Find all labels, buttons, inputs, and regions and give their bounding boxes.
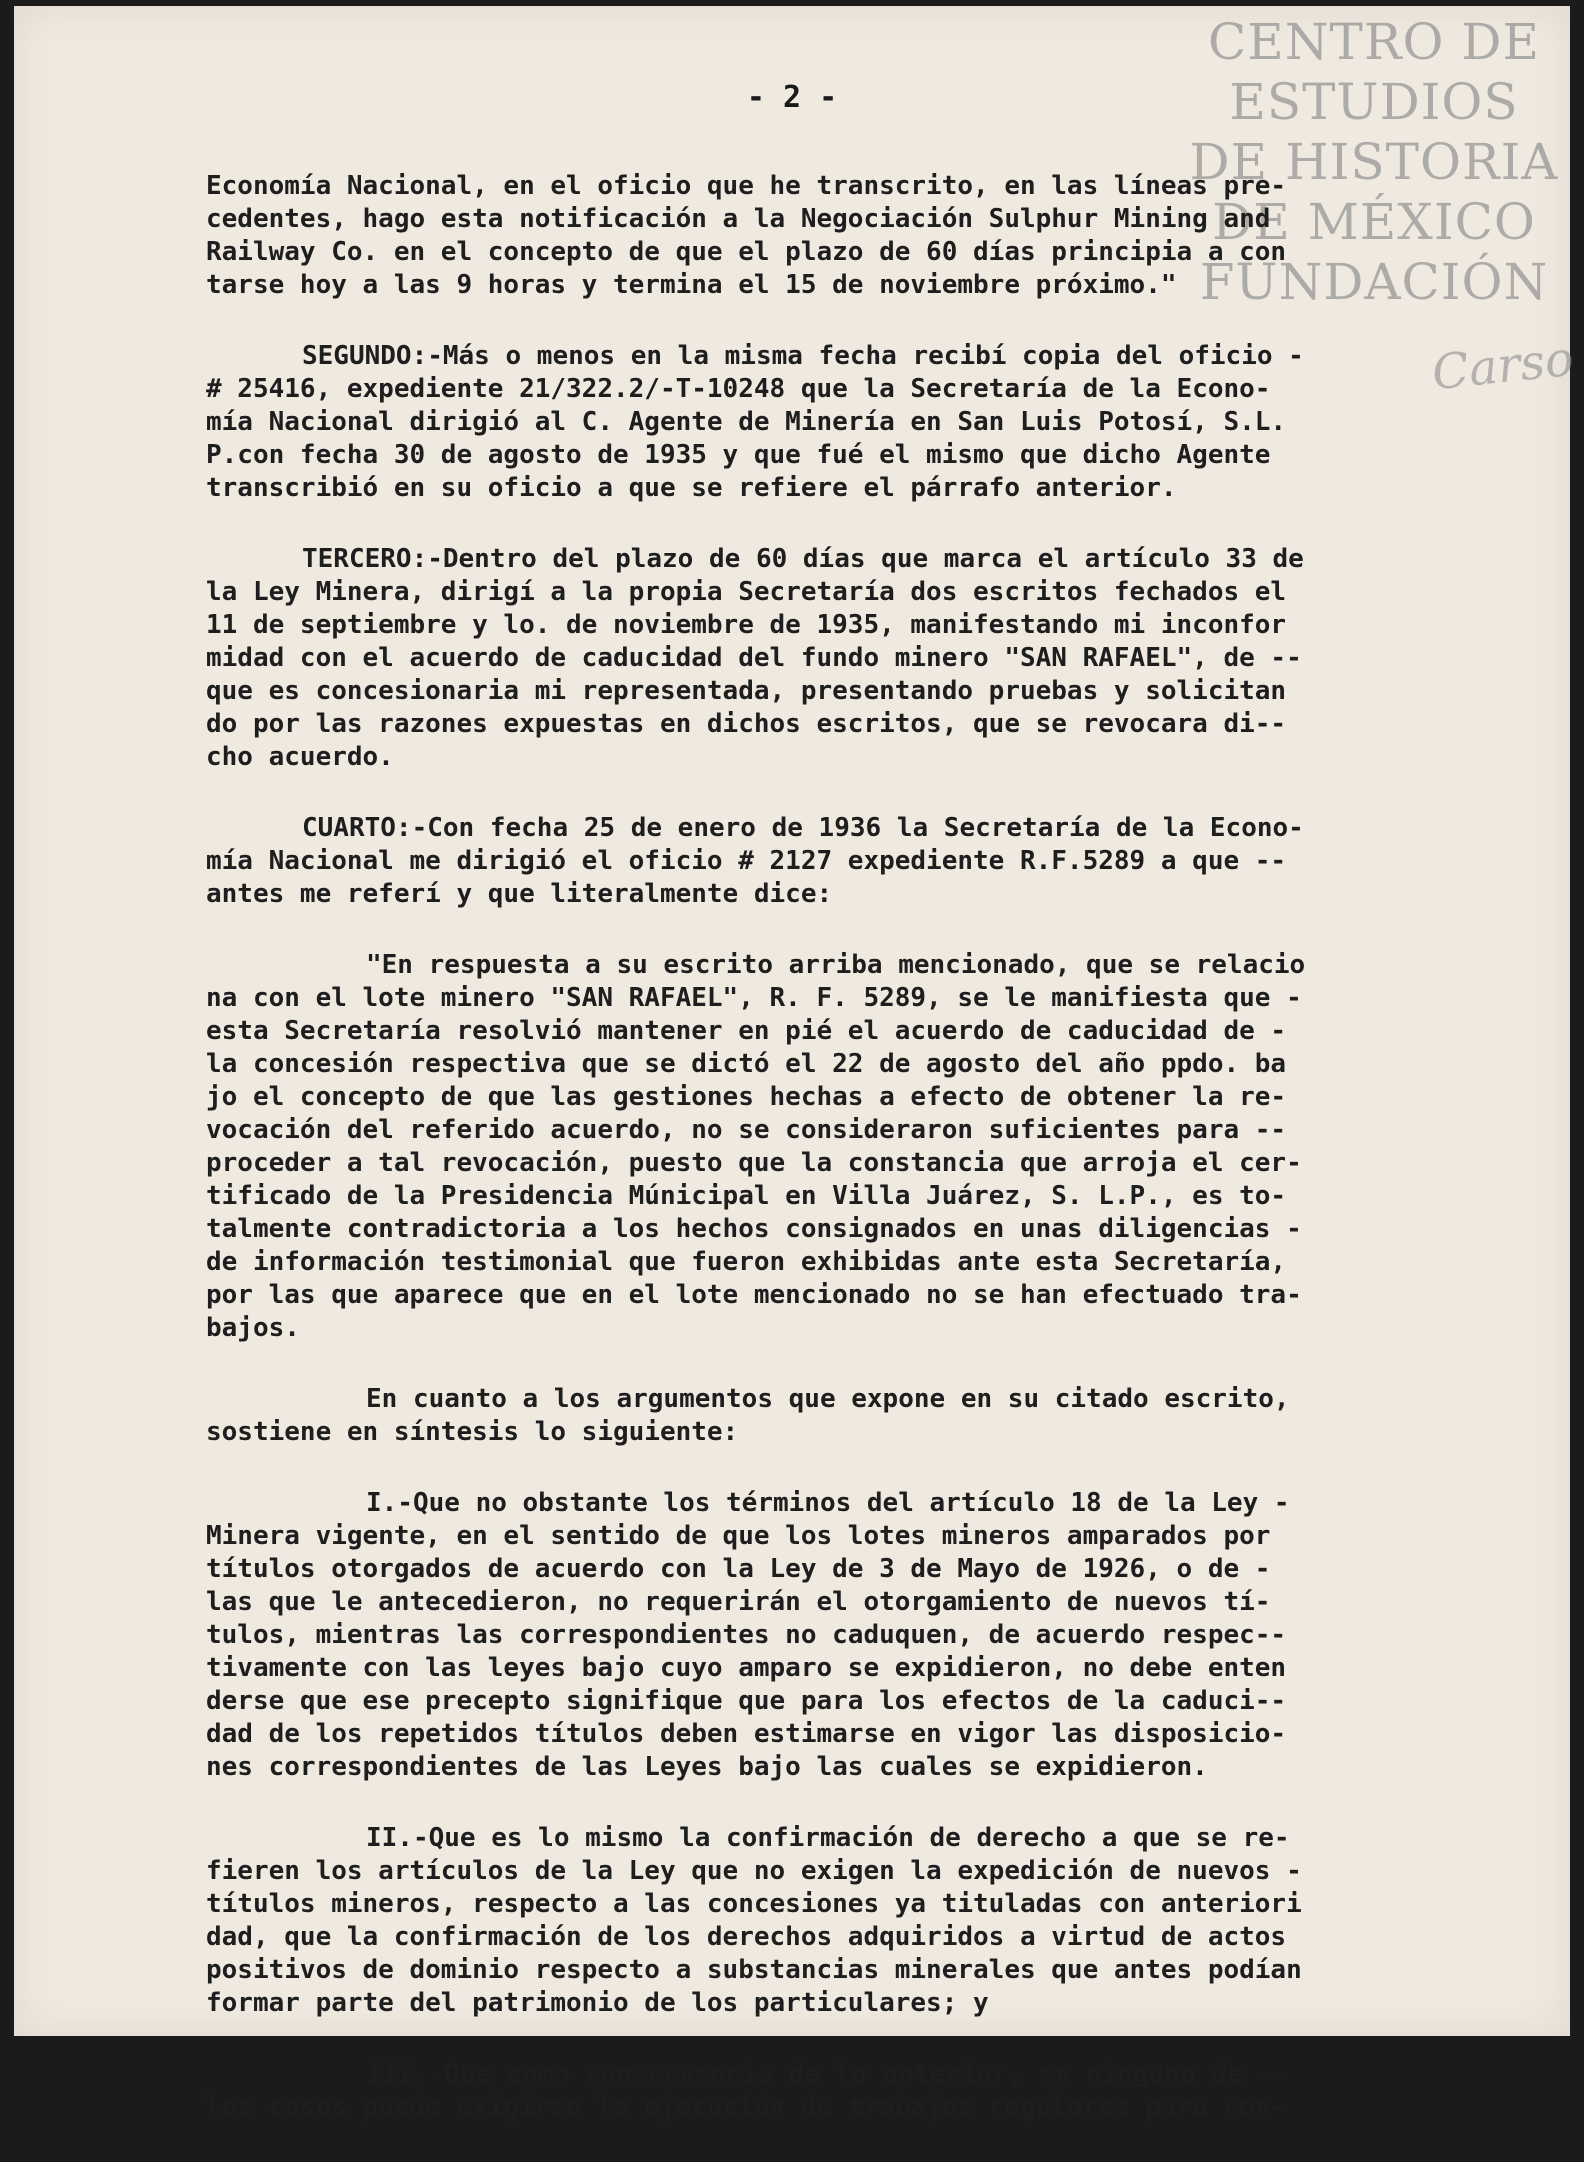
watermark-line: CENTRO DE bbox=[1208, 13, 1540, 71]
text-line: transcribió en su oficio a que se refiere el párrafo anterior. bbox=[206, 473, 1177, 503]
text-line: 11 de septiembre y lo. de noviembre de 1935, manifestando mi inconfor bbox=[206, 610, 1287, 640]
text-line: fieren los artículos de la Ley que no exigen la expedición de nuevos - bbox=[206, 1856, 1302, 1886]
text-line: bajos. bbox=[206, 1313, 300, 1343]
text-line: En cuanto a los argumentos que expone en su citado escrito, bbox=[366, 1384, 1290, 1414]
paragraph bbox=[206, 1822, 1496, 2020]
text-line: derse que ese precepto signifique que para los efectos de la caduci-- bbox=[206, 1686, 1287, 1716]
watermark-line: DE MÉXICO bbox=[1212, 193, 1536, 251]
watermark-signature: Carso bbox=[1429, 330, 1577, 402]
text-line: dad, que la confirmación de los derechos adquiridos a virtud de actos bbox=[206, 1922, 1287, 1952]
text-line: los casos puede exigirse la ejecución de trabajos regulares para con- bbox=[206, 2092, 1287, 2122]
text-line: mía Nacional me dirigió el oficio # 2127 expediente R.F.5289 a que -- bbox=[206, 846, 1287, 876]
text-line: CUARTO:-Con fecha 25 de enero de 1936 la Secretaría de la Econo- bbox=[302, 813, 1304, 843]
watermark-line: FUNDACIÓN bbox=[1199, 253, 1549, 311]
text-line: do por las razones expuestas en dichos escritos, que se revocara di-- bbox=[206, 709, 1287, 739]
paragraph bbox=[206, 170, 1496, 302]
text-line: sostiene en síntesis lo siguiente: bbox=[206, 1417, 739, 1447]
text-line: Economía Nacional, en el oficio que he transcrito, en las líneas pre- bbox=[206, 171, 1287, 201]
document-body bbox=[206, 170, 1496, 2162]
paragraph bbox=[206, 2058, 1496, 2124]
text-line: formar parte del patrimonio de los particulares; y bbox=[206, 1988, 989, 2018]
text-line: III.-Que como consecuencia de lo anterior, en ninguno de -- bbox=[366, 2059, 1290, 2089]
text-line: na con el lote minero "SAN RAFAEL", R. F. 5289, se le manifiesta que - bbox=[206, 983, 1302, 1013]
text-line: Railway Co. en el concepto de que el plazo de 60 días principia a con bbox=[206, 237, 1287, 267]
text-line: tarse hoy a las 9 horas y termina el 15 de noviembre próximo." bbox=[206, 270, 1177, 300]
paragraph bbox=[206, 812, 1496, 911]
text-line: títulos mineros, respecto a las concesiones ya tituladas con anteriori bbox=[206, 1889, 1302, 1919]
text-line: las que le antecedieron, no requerirán el otorgamiento de nuevos tí- bbox=[206, 1587, 1271, 1617]
text-line: tivamente con las leyes bajo cuyo amparo se expidieron, no debe enten bbox=[206, 1653, 1287, 1683]
text-line: II.-Que es lo mismo la confirmación de derecho a que se re- bbox=[366, 1823, 1290, 1853]
text-line: tulos, mientras las correspondientes no caduquen, de acuerdo respec-- bbox=[206, 1620, 1287, 1650]
text-line: antes me referí y que literalmente dice: bbox=[206, 879, 833, 909]
watermark-line: ESTUDIOS bbox=[1229, 73, 1519, 131]
text-line: por las que aparece que en el lote mencionado no se han efectuado tra- bbox=[206, 1280, 1302, 1310]
text-line: P.con fecha 30 de agosto de 1935 y que fué el mismo que dicho Agente bbox=[206, 440, 1271, 470]
text-line: TERCERO:-Dentro del plazo de 60 días que marca el artículo 33 de bbox=[302, 544, 1304, 574]
text-line: que es concesionaria mi representada, presentando pruebas y solicitan bbox=[206, 676, 1287, 706]
text-line: vocación del referido acuerdo, no se consideraron suficientes para -- bbox=[206, 1115, 1287, 1145]
text-line: títulos otorgados de acuerdo con la Ley de 3 de Mayo de 1926, o de - bbox=[206, 1554, 1271, 1584]
text-line: tificado de la Presidencia Múnicipal en Villa Juárez, S. L.P., es to- bbox=[206, 1181, 1287, 1211]
text-line: la Ley Minera, dirigí a la propia Secretaría dos escritos fechados el bbox=[206, 577, 1287, 607]
text-line: nes correspondientes de las Leyes bajo las cuales se expidieron. bbox=[206, 1752, 1208, 1782]
text-line: dad de los repetidos títulos deben estimarse en vigor las disposicio- bbox=[206, 1719, 1287, 1749]
text-line: esta Secretaría resolvió mantener en pié el acuerdo de caducidad de - bbox=[206, 1016, 1287, 1046]
text-line: proceder a tal revocación, puesto que la constancia que arroja el cer- bbox=[206, 1148, 1302, 1178]
text-line: Minera vigente, en el sentido de que los lotes mineros amparados por bbox=[206, 1521, 1271, 1551]
paragraph bbox=[206, 949, 1496, 1345]
text-line: talmente contradictoria a los hechos consignados en unas diligencias - bbox=[206, 1214, 1302, 1244]
paragraph bbox=[206, 1487, 1496, 1784]
text-line: # 25416, expediente 21/322.2/-T-10248 que la Secretaría de la Econo- bbox=[206, 374, 1271, 404]
text-line: cho acuerdo. bbox=[206, 742, 394, 772]
text-line: positivos de dominio respecto a substancias minerales que antes podían bbox=[206, 1955, 1302, 1985]
text-line: midad con el acuerdo de caducidad del fundo minero "SAN RAFAEL", de -- bbox=[206, 643, 1302, 673]
text-line: SEGUNDO:-Más o menos en la misma fecha recibí copia del oficio - bbox=[302, 341, 1304, 371]
paragraph bbox=[206, 1383, 1496, 1449]
text-line: de información testimonial que fueron exhibidas ante esta Secretaría, bbox=[206, 1247, 1287, 1277]
paragraph bbox=[206, 340, 1496, 505]
text-line: I.-Que no obstante los términos del artículo 18 de la Ley - bbox=[366, 1488, 1290, 1518]
paragraph bbox=[206, 543, 1496, 774]
text-line: mía Nacional dirigió al C. Agente de Minería en San Luis Potosí, S.L. bbox=[206, 407, 1287, 437]
text-line: "En respuesta a su escrito arriba mencionado, que se relacio bbox=[366, 950, 1306, 980]
text-line: jo el concepto de que las gestiones hechas a efecto de obtener la re- bbox=[206, 1082, 1287, 1112]
text-line: la concesión respectiva que se dictó el 22 de agosto del año ppdo. ba bbox=[206, 1049, 1287, 1079]
watermark-line: DE HISTORIA bbox=[1189, 133, 1559, 191]
text-line: cedentes, hago esta notificación a la Negociación Sulphur Mining and bbox=[206, 204, 1271, 234]
page-number: - 2 - bbox=[746, 80, 838, 115]
